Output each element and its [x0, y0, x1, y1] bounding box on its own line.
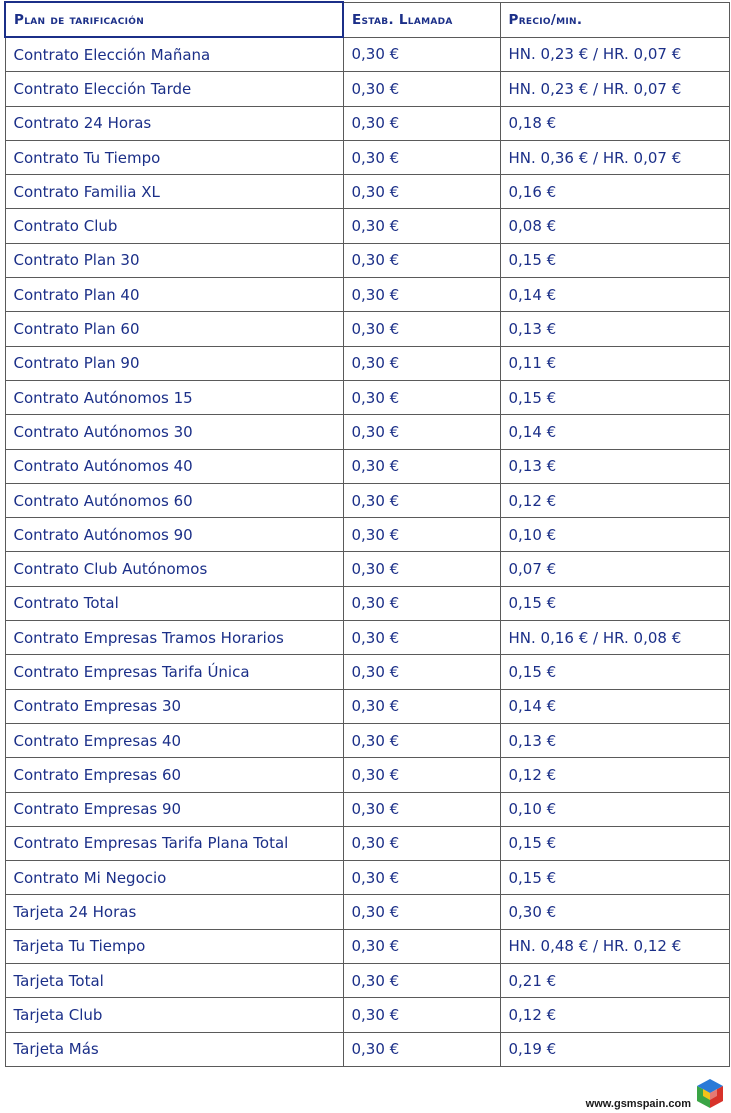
- cell-plan: Contrato Empresas 30: [5, 689, 343, 723]
- cell-price: 0,15 €: [500, 655, 729, 689]
- table-row: [5, 72, 729, 106]
- cell-estab: 0,30 €: [343, 483, 500, 517]
- cell-plan: Contrato Plan 60: [5, 312, 343, 346]
- cell-price: 0,30 €: [500, 895, 729, 929]
- table-row: [5, 621, 729, 655]
- cell-plan: Contrato Empresas 40: [5, 723, 343, 757]
- cell-estab: 0,30 €: [343, 209, 500, 243]
- cell-estab: 0,30 €: [343, 278, 500, 312]
- cell-estab: 0,30 €: [343, 758, 500, 792]
- cell-price: 0,15 €: [500, 861, 729, 895]
- cell-plan: Contrato Mi Negocio: [5, 861, 343, 895]
- table-row: [5, 175, 729, 209]
- table-row: [5, 243, 729, 277]
- cell-estab: 0,30 €: [343, 175, 500, 209]
- watermark-text: www.gsmspain.com: [585, 1098, 691, 1110]
- cell-plan: Tarjeta Tu Tiempo: [5, 929, 343, 963]
- table-row: [5, 964, 729, 998]
- table-row: [5, 758, 729, 792]
- cell-plan: Contrato Plan 90: [5, 346, 343, 380]
- watermark-logo: [586, 1075, 727, 1111]
- table-row: [5, 415, 729, 449]
- table-row: [5, 346, 729, 380]
- cell-estab: 0,30 €: [343, 861, 500, 895]
- cell-price: 0,12 €: [500, 483, 729, 517]
- table-row: [5, 655, 729, 689]
- cell-price: 0,10 €: [500, 792, 729, 826]
- cell-estab: 0,30 €: [343, 72, 500, 106]
- cell-plan: Tarjeta Club: [5, 998, 343, 1032]
- table-row: [5, 929, 729, 963]
- cell-price: 0,15 €: [500, 380, 729, 414]
- cell-estab: 0,30 €: [343, 964, 500, 998]
- cell-plan: Contrato Tu Tiempo: [5, 140, 343, 174]
- table-row: [5, 209, 729, 243]
- table-row: [5, 140, 729, 174]
- cell-price: 0,08 €: [500, 209, 729, 243]
- cell-plan: Contrato Plan 30: [5, 243, 343, 277]
- cell-estab: 0,30 €: [343, 895, 500, 929]
- cell-plan: Contrato Autónomos 30: [5, 415, 343, 449]
- cell-price: 0,13 €: [500, 723, 729, 757]
- cell-plan: Contrato Empresas Tarifa Única: [5, 655, 343, 689]
- table-row: [5, 826, 729, 860]
- cell-estab: 0,30 €: [343, 998, 500, 1032]
- table-row: [5, 723, 729, 757]
- cell-price: HN. 0,23 € / HR. 0,07 €: [500, 72, 729, 106]
- table-body: [5, 37, 729, 1066]
- cell-price: 0,12 €: [500, 998, 729, 1032]
- cell-estab: 0,30 €: [343, 826, 500, 860]
- cell-price: HN. 0,36 € / HR. 0,07 €: [500, 140, 729, 174]
- cell-plan: Contrato Club: [5, 209, 343, 243]
- cell-plan: Contrato Familia XL: [5, 175, 343, 209]
- cell-plan: Contrato Empresas 90: [5, 792, 343, 826]
- cell-plan: Contrato Total: [5, 586, 343, 620]
- table-row: [5, 552, 729, 586]
- table-row: [5, 895, 729, 929]
- header-plan: Plan de tarificación: [5, 2, 343, 37]
- header-row: [5, 2, 729, 37]
- cell-plan: Tarjeta 24 Horas: [5, 895, 343, 929]
- cell-plan: Contrato Plan 40: [5, 278, 343, 312]
- cell-plan: Tarjeta Total: [5, 964, 343, 998]
- cell-price: 0,15 €: [500, 826, 729, 860]
- table-row: [5, 689, 729, 723]
- table-row: [5, 483, 729, 517]
- cell-estab: 0,30 €: [343, 723, 500, 757]
- cell-plan: Contrato Autónomos 60: [5, 483, 343, 517]
- cell-plan: Tarjeta Más: [5, 1032, 343, 1066]
- table-row: [5, 792, 729, 826]
- cell-price: 0,11 €: [500, 346, 729, 380]
- cell-estab: 0,30 €: [343, 1032, 500, 1066]
- cell-estab: 0,30 €: [343, 449, 500, 483]
- cell-estab: 0,30 €: [343, 106, 500, 140]
- table-row: [5, 312, 729, 346]
- cell-estab: 0,30 €: [343, 37, 500, 72]
- table-row: [5, 518, 729, 552]
- cell-price: 0,21 €: [500, 964, 729, 998]
- cell-plan: Contrato Empresas Tarifa Plana Total: [5, 826, 343, 860]
- cell-estab: 0,30 €: [343, 346, 500, 380]
- cell-plan: Contrato Autónomos 40: [5, 449, 343, 483]
- table-row: [5, 861, 729, 895]
- cell-price: 0,14 €: [500, 278, 729, 312]
- table-row: [5, 380, 729, 414]
- cell-plan: Contrato Elección Mañana: [5, 37, 343, 72]
- header-price: Precio/min.: [500, 2, 729, 37]
- cell-estab: 0,30 €: [343, 621, 500, 655]
- cell-plan: Contrato Elección Tarde: [5, 72, 343, 106]
- cell-price: 0,13 €: [500, 449, 729, 483]
- cell-price: 0,19 €: [500, 1032, 729, 1066]
- rates-table: [4, 1, 730, 1067]
- cell-plan: Contrato Autónomos 90: [5, 518, 343, 552]
- cell-price: 0,15 €: [500, 243, 729, 277]
- cell-plan: Contrato 24 Horas: [5, 106, 343, 140]
- cell-price: HN. 0,48 € / HR. 0,12 €: [500, 929, 729, 963]
- cell-estab: 0,30 €: [343, 140, 500, 174]
- cell-estab: 0,30 €: [343, 518, 500, 552]
- cell-price: HN. 0,16 € / HR. 0,08 €: [500, 621, 729, 655]
- table-row: [5, 37, 729, 72]
- table-row: [5, 278, 729, 312]
- cell-price: 0,10 €: [500, 518, 729, 552]
- cell-price: 0,13 €: [500, 312, 729, 346]
- cell-price: 0,14 €: [500, 689, 729, 723]
- cell-price: HN. 0,23 € / HR. 0,07 €: [500, 37, 729, 72]
- cell-estab: 0,30 €: [343, 552, 500, 586]
- cell-price: 0,18 €: [500, 106, 729, 140]
- cell-price: 0,12 €: [500, 758, 729, 792]
- table-row: [5, 586, 729, 620]
- table-row: [5, 106, 729, 140]
- cell-estab: 0,30 €: [343, 312, 500, 346]
- cell-estab: 0,30 €: [343, 689, 500, 723]
- cell-estab: 0,30 €: [343, 655, 500, 689]
- cell-estab: 0,30 €: [343, 415, 500, 449]
- cell-plan: Contrato Empresas Tramos Horarios: [5, 621, 343, 655]
- cell-plan: Contrato Empresas 60: [5, 758, 343, 792]
- table-row: [5, 1032, 729, 1066]
- cell-price: 0,15 €: [500, 586, 729, 620]
- cell-estab: 0,30 €: [343, 792, 500, 826]
- cell-price: 0,14 €: [500, 415, 729, 449]
- table-row: [5, 998, 729, 1032]
- cell-price: 0,16 €: [500, 175, 729, 209]
- table-row: [5, 449, 729, 483]
- cell-estab: 0,30 €: [343, 380, 500, 414]
- cell-plan: Contrato Club Autónomos: [5, 552, 343, 586]
- cell-estab: 0,30 €: [343, 586, 500, 620]
- cube-logo-icon: [693, 1077, 727, 1111]
- header-estab: Estab. Llamada: [343, 2, 500, 37]
- cell-estab: 0,30 €: [343, 929, 500, 963]
- cell-estab: 0,30 €: [343, 243, 500, 277]
- cell-price: 0,07 €: [500, 552, 729, 586]
- cell-plan: Contrato Autónomos 15: [5, 380, 343, 414]
